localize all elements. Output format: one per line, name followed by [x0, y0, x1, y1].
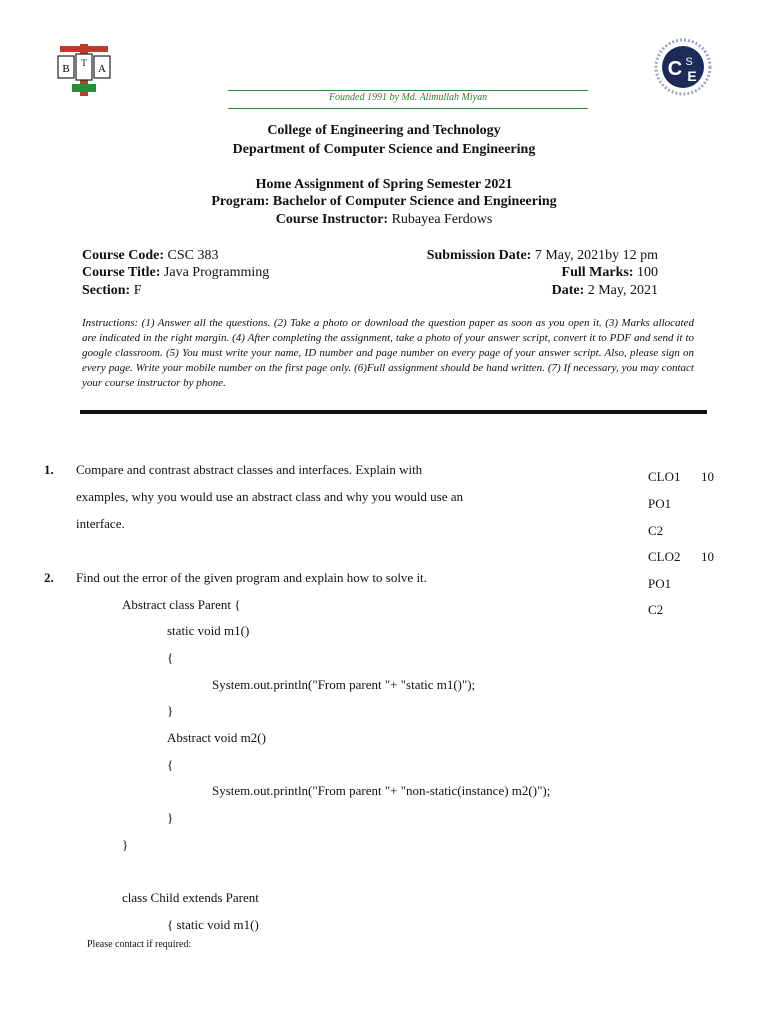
code-line: System.out.println("From parent "+ "static m1()"); — [212, 677, 476, 692]
instructor-label: Course Instructor: — [275, 212, 389, 227]
founded-rule-top — [228, 90, 588, 91]
section-line — [82, 283, 142, 299]
code-line: } — [122, 837, 129, 852]
question-1-number: 1. — [44, 462, 54, 477]
instructor-value: Rubayea Ferdows — [388, 212, 493, 227]
date-label: Date: — [551, 283, 585, 298]
code-line: System.out.println("From parent "+ "non-static(instance) m2()"); — [212, 783, 551, 798]
founded-note: Founded 1991 by Md. Alimullah Miyan — [328, 92, 488, 103]
college-logo — [54, 44, 114, 96]
logo-letter-e: E — [687, 68, 697, 84]
code-line: } — [167, 703, 174, 718]
margin-clo-1: CLO1 — [648, 469, 681, 484]
logo-letter-t: T — [81, 58, 87, 68]
logo-letter-b: B — [62, 63, 70, 75]
code-line: Abstract void m2() — [167, 730, 266, 745]
full-marks-value: 100 — [633, 265, 658, 280]
founded-rule-bottom — [228, 108, 588, 109]
margin-marks-2: 10 — [701, 549, 714, 564]
course-code-line — [82, 248, 219, 264]
margin-marks-1: 10 — [701, 469, 714, 484]
instructor-line — [0, 212, 768, 228]
full-marks-line — [562, 265, 658, 281]
course-title-label: Course Title: — [82, 265, 161, 280]
question-1-line-2: examples, why you would use an abstract class and why you would use an — [76, 489, 464, 504]
section-label: Section: — [82, 283, 131, 298]
submission-date-value: 7 May, 2021by 12 pm — [531, 248, 658, 263]
logo-letter-a: A — [98, 63, 106, 75]
college-name: College of Engineering and Technology — [267, 123, 501, 138]
program-line: Program: Bachelor of Computer Science and Engineering — [211, 194, 557, 209]
cse-logo — [654, 38, 712, 96]
code-line: { static void m1() — [167, 917, 259, 932]
code-line: } — [167, 810, 174, 825]
question-1-line-3: interface. — [76, 516, 125, 531]
course-code-label: Course Code: — [82, 248, 165, 263]
submission-date-label: Submission Date: — [426, 248, 532, 263]
course-title-value: Java Programming — [160, 265, 270, 280]
margin-clo-2: CLO2 — [648, 549, 681, 564]
full-marks-label: Full Marks: — [561, 265, 634, 280]
question-2-line-1: Find out the error of the given program and explain how to solve it. — [76, 570, 427, 585]
code-line: static void m1() — [167, 623, 250, 638]
code-line: Abstract class Parent { — [122, 597, 241, 612]
department-name: Department of Computer Science and Engineering — [232, 142, 536, 157]
question-2-number: 2. — [44, 570, 54, 585]
submission-date-line — [427, 248, 658, 264]
course-title-line — [82, 265, 269, 281]
margin-c-1: C2 — [648, 523, 664, 538]
footer-contact-note: Please contact if required: — [87, 939, 192, 950]
logo-letter-c: C — [667, 58, 683, 80]
college-logo-graphic — [54, 44, 114, 96]
code-line: { — [167, 650, 174, 665]
code-line: { — [167, 757, 174, 772]
assignment-title: Home Assignment of Spring Semester 2021 — [255, 177, 513, 192]
date-line — [552, 283, 658, 299]
course-code-value: CSC 383 — [164, 248, 219, 263]
logo-letter-s: S — [685, 56, 693, 68]
date-value: 2 May, 2021 — [584, 283, 658, 298]
margin-po-1: PO1 — [648, 496, 672, 511]
section-value: F — [130, 283, 142, 298]
cse-logo-graphic — [654, 38, 712, 96]
margin-c-2: C2 — [648, 602, 664, 617]
section-divider — [80, 410, 707, 414]
code-line: class Child extends Parent — [122, 890, 259, 905]
instructions-paragraph: Instructions: (1) Answer all the questions. (2) Take a photo or download the question paper as soon as you open it. (3) Marks allocated are indicated in the right margin. (4) After completing the assignment, take a photo of your answer script, convert it to PDF and send it to google classroom. (5) You must write your name, ID number and page number on every page of your answer script. Also, please sign on every page. Write your mobile number on the first page only. (6)Full assignment should be hand written. (7) If necessary, you may contact your course instructor by phone. — [82, 317, 694, 389]
question-1-line-1: Compare and contrast abstract classes and interfaces. Explain with — [76, 462, 423, 477]
margin-po-2: PO1 — [648, 576, 672, 591]
